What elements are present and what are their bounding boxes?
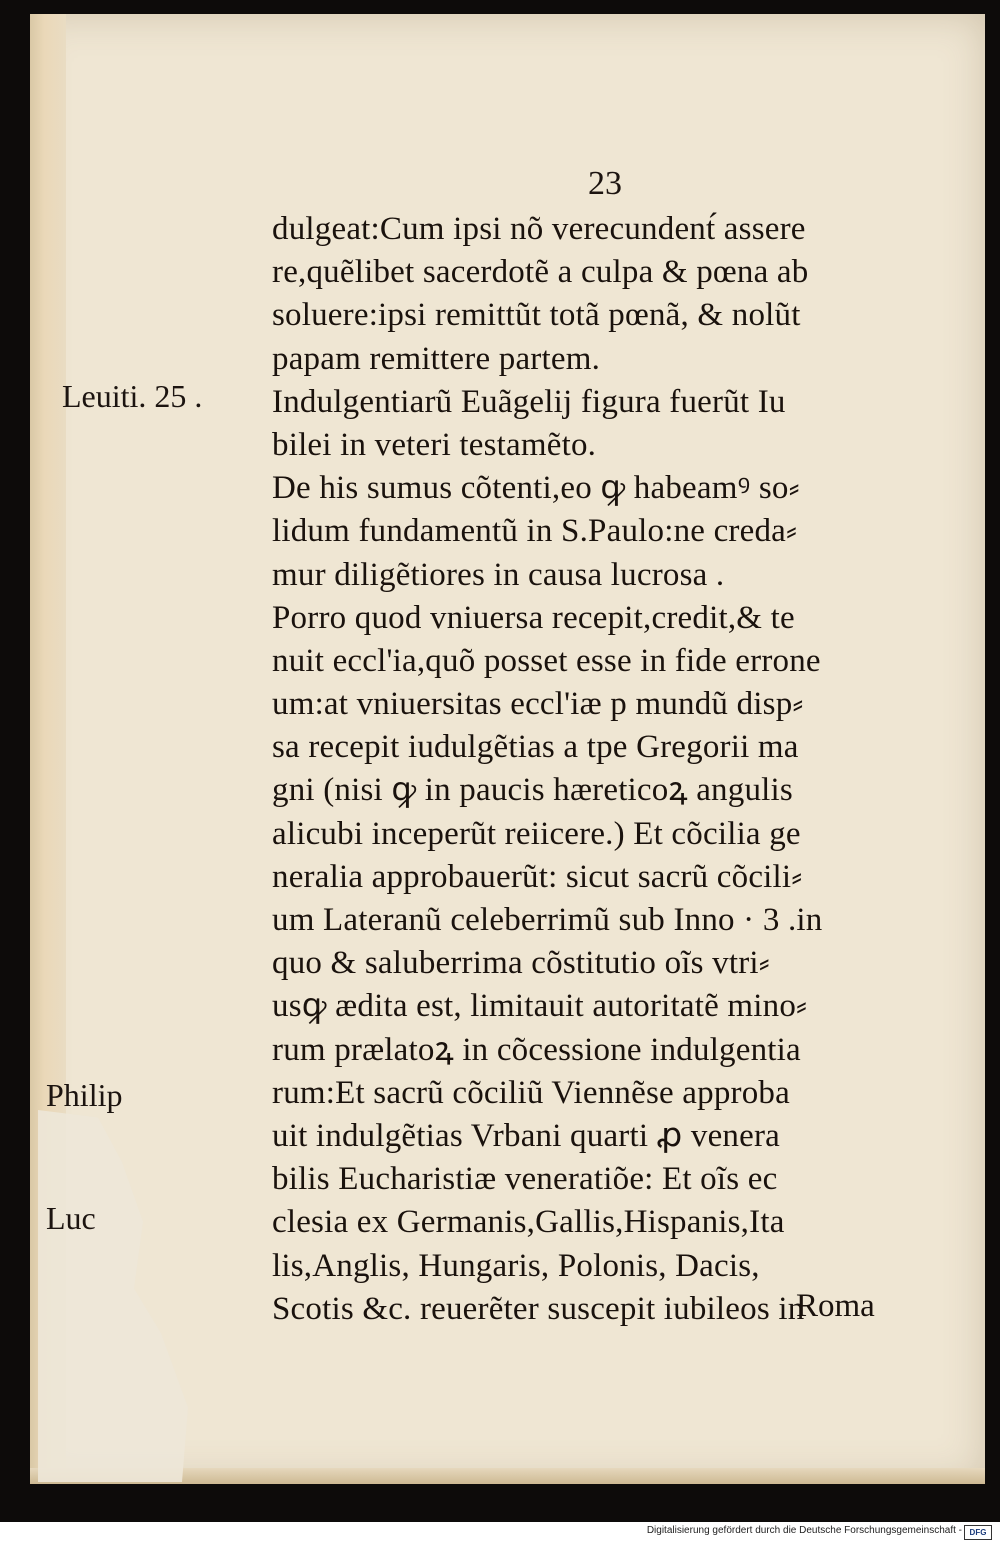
margin-fragment: Philip: [46, 1077, 123, 1113]
text-line: uit indulgẽtias Vrbani quarti ꝓ venera: [272, 1117, 781, 1154]
dfg-logo: DFG: [964, 1525, 992, 1540]
text-line: lis,Anglis, Hungaris, Polonis, Dacis,: [272, 1247, 760, 1284]
digitization-footer: [0, 1522, 1000, 1542]
text-line: dulgeat:Cum ipsi nõ verecundent́ assere: [272, 211, 806, 247]
text-line: bilei in veteri testamẽto.: [272, 426, 597, 463]
text-line: usꝙ ædita est, limitauit autoritatẽ mino⸗: [272, 988, 808, 1025]
text-line: rum prælatoꝝ in cõcessione indulgentia: [272, 1031, 801, 1068]
page-number: 23: [588, 165, 622, 202]
margin-fragment: Luc: [46, 1200, 96, 1236]
text-line: clesia ex Germanis,Gallis,Hispanis,Ita: [272, 1204, 785, 1241]
text-line: soluere:ipsi remittũt totã pœnã, & nolũt: [272, 297, 801, 334]
text-line: alicubi inceperũt reiicere.) Et cõcilia ge: [272, 815, 801, 852]
main-text-block: [272, 208, 932, 1331]
text-line: Scotis &c. reuerẽter suscepit iubileos in: [272, 1290, 805, 1327]
catchword: Roma: [796, 1288, 875, 1324]
text-line: sa recepit iudulgẽtias a tpe Gregorii ma: [272, 729, 799, 766]
text-line: mur diligẽtiores in causa lucrosa .: [272, 556, 725, 593]
text-line: papam remittere partem.: [272, 340, 601, 377]
margin-note: Leuiti. 25 .: [62, 378, 203, 414]
text-line: Indulgentiarũ Euãgelij figura fuerũt Iu: [272, 383, 786, 420]
text-line: bilis Eucharistiæ veneratiõe: Et oĩs ec: [272, 1161, 778, 1198]
text-line: De his sumus cõtenti,eo ꝙ habeamꝰ so⸗: [272, 470, 800, 507]
text-line: neralia approbauerũt: sicut sacrũ cõcili⸗: [272, 858, 803, 895]
text-line: um:at vniuersitas eccl'iæ p mundũ disp⸗: [272, 686, 804, 723]
text-line: quo & saluberrima cõstitutio oĩs vtri⸗: [272, 945, 770, 982]
text-line: nuit eccl'ia,quõ posset esse in fide errone: [272, 642, 821, 679]
text-line: gni (nisi ꝙ in paucis hæreticoꝝ angulis: [272, 772, 793, 809]
text-line: lidum fundamentũ in S.Paulo:ne creda⸗: [272, 513, 798, 550]
footer-credit: Digitalisierung gefördert durch die Deutsche Forschungsgemeinschaft -: [646, 1525, 962, 1536]
text-line: rum:Et sacrũ cõciliũ Viennẽse approba: [272, 1074, 790, 1111]
text-line: um Lateranũ celeberrimũ sub Inno · 3 .in: [272, 902, 823, 938]
text-line: re,quẽlibet sacerdotẽ a culpa & pœna ab: [272, 254, 809, 291]
text-line: Porro quod vniuersa recepit,credit,& te: [272, 599, 795, 636]
